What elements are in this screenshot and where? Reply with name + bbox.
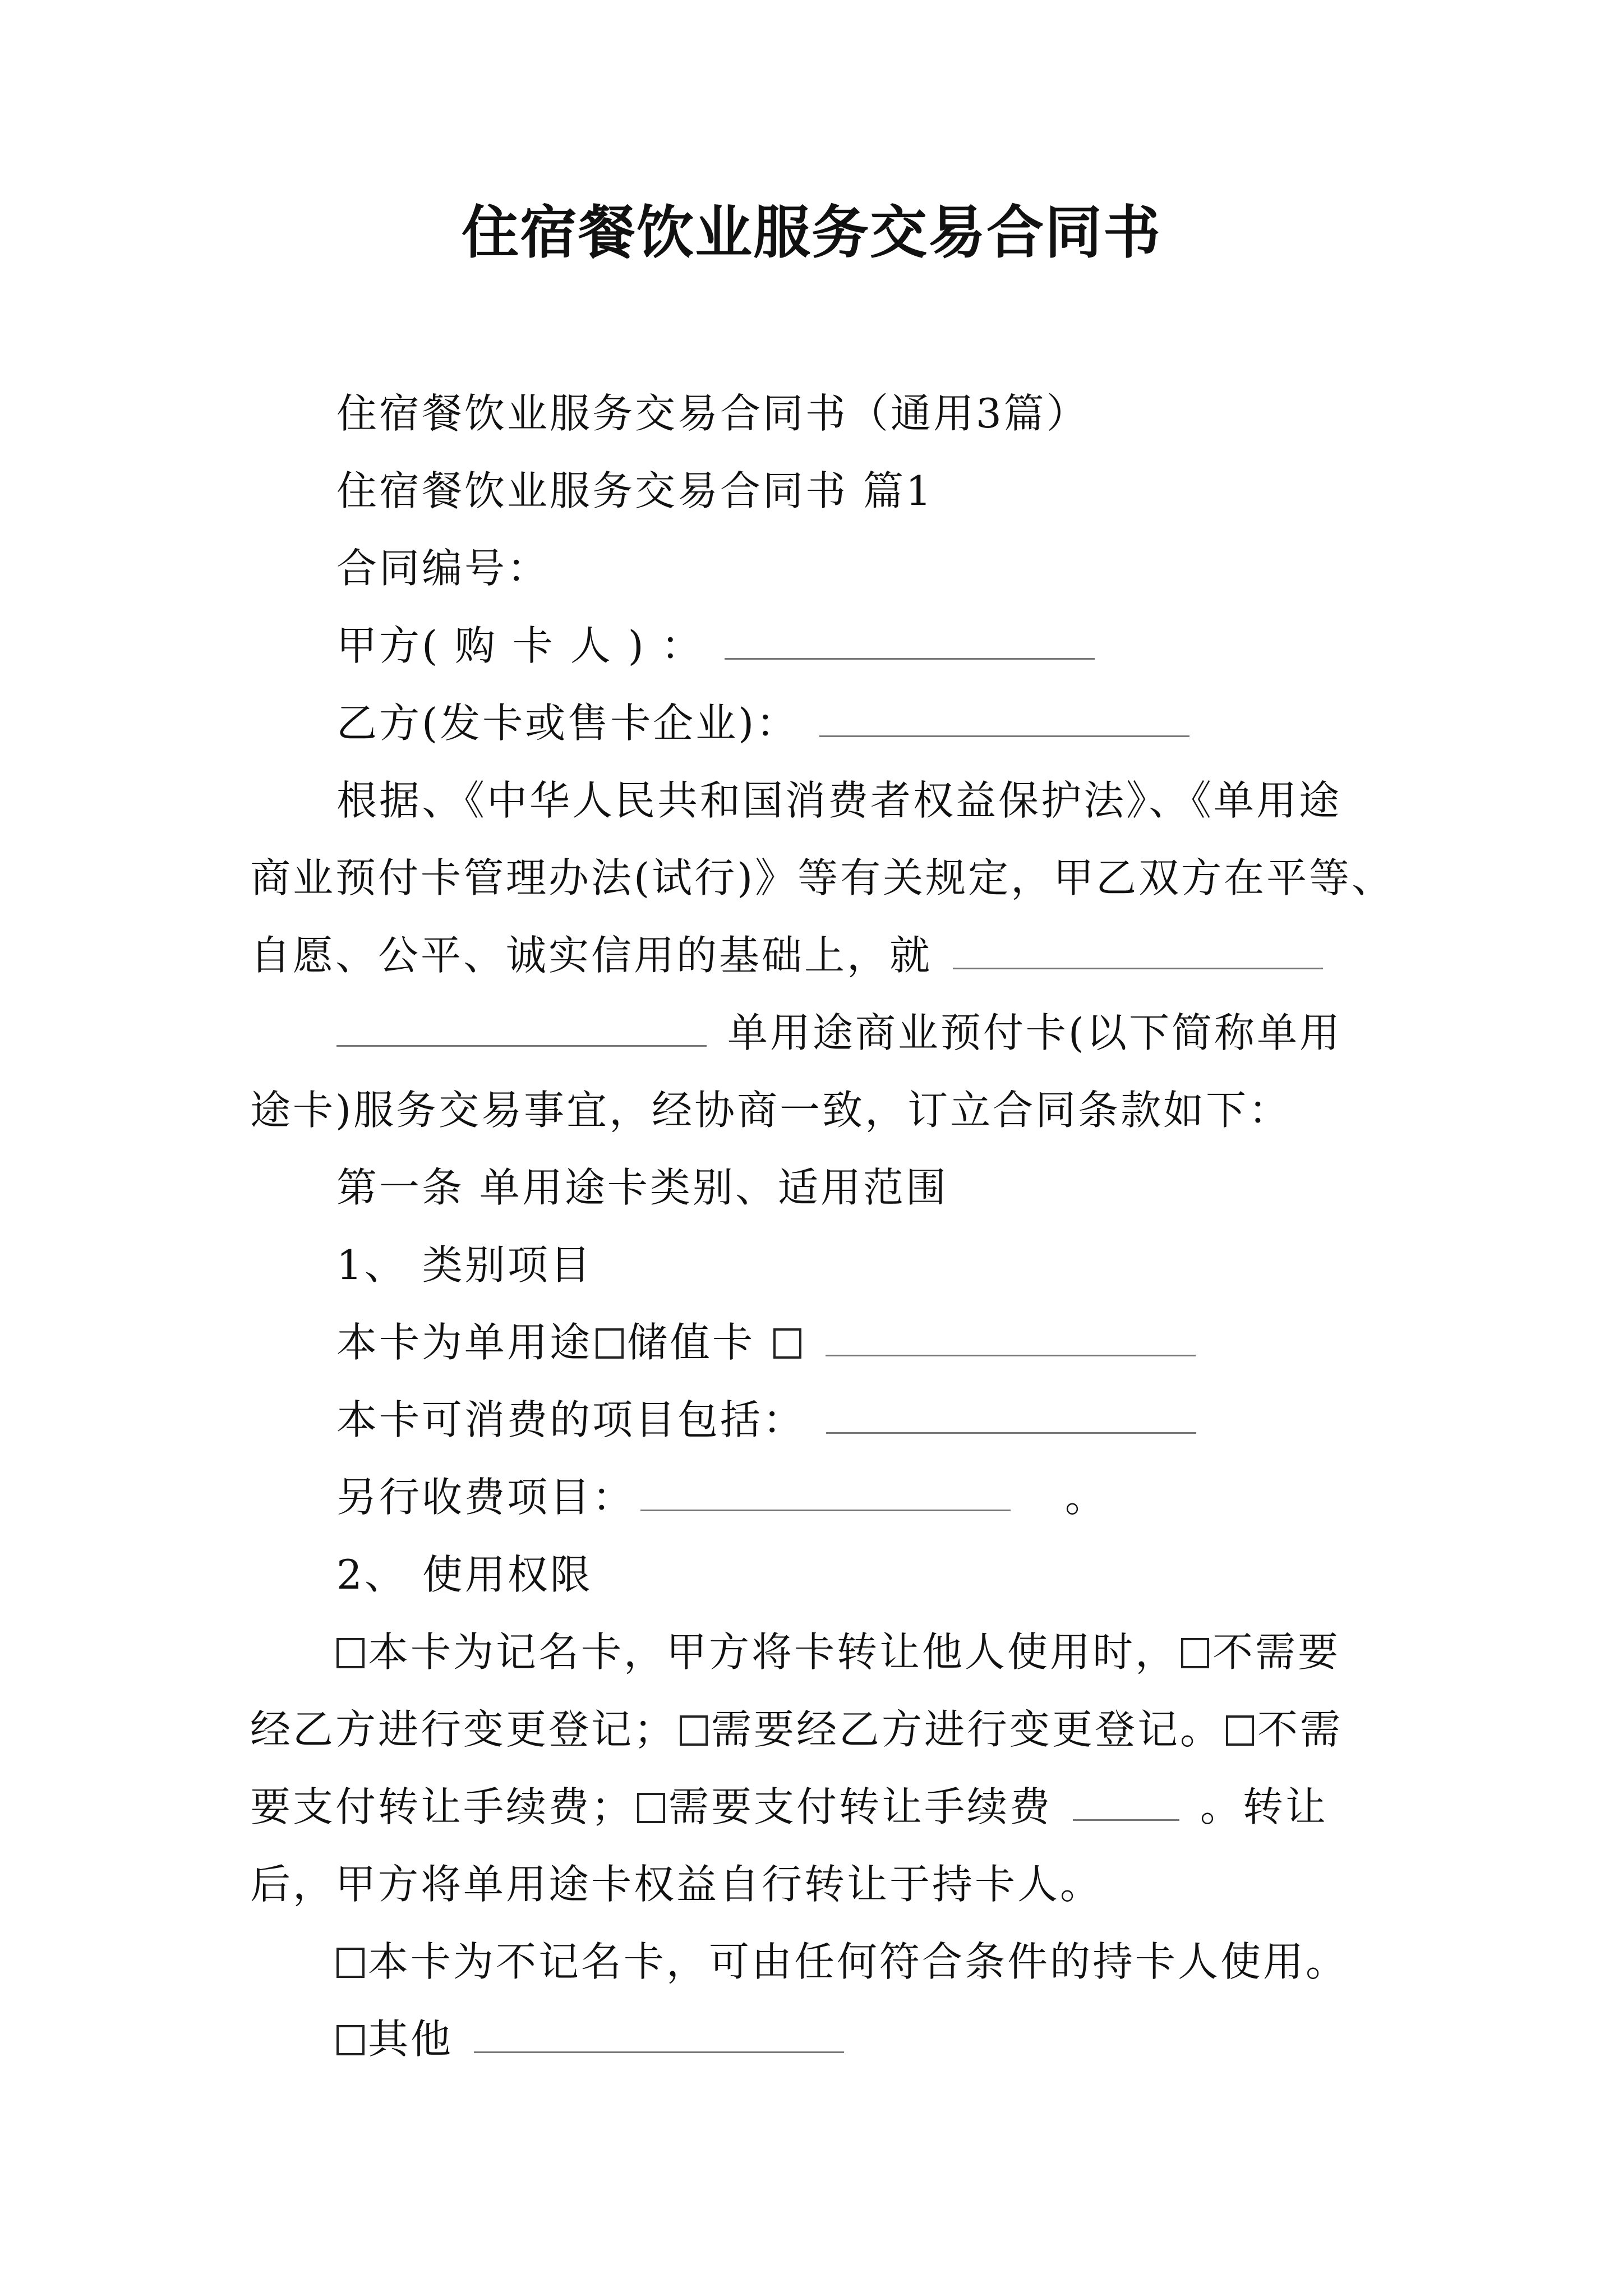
card-type-label: 本卡为单用途 [336,1319,593,1366]
stored-value-label: 储值卡 [627,1319,755,1366]
consumable-items-blank [826,1400,1196,1434]
fee-blank [1073,1787,1179,1821]
other-blank [474,2019,844,2053]
paragraph-text: 不需要 [1212,1628,1341,1676]
paragraph-text: 本卡为不记名卡，可由任何符合条件的持卡人使用。 [368,1938,1349,1985]
section-heading-text: 住宿餐饮业服务交易合同书 篇1 [336,467,934,514]
party-a-line [336,615,1100,677]
contract-number-line [336,537,550,599]
checkbox[interactable] [773,1328,801,1359]
paragraph-text: 需要经乙方进行变更登记。 [711,1706,1223,1753]
checkbox[interactable] [680,1715,708,1746]
paragraph-line [250,847,1394,909]
item-heading-text: 1、 类别项目 [336,1241,593,1289]
paragraph-text: 要支付转让手续费； [250,1783,634,1830]
card-type-line [336,1312,1201,1373]
paragraph-text: 需要支付转让手续费 [668,1783,1053,1830]
party-a-blank [725,625,1095,660]
party-b-label: 乙方(发卡或售卡企业)： [336,700,799,747]
paragraph-text: 单用途商业预付卡(以下简称单用 [727,1009,1342,1056]
item-heading [336,1234,593,1296]
subtitle-line [336,383,1089,444]
checkbox[interactable] [596,1328,624,1359]
paragraph-line [336,1931,1348,1993]
paragraph-text: 后，甲方将单用途卡权益自行转让于持卡人。 [250,1861,1103,1908]
party-b-line [336,692,1195,754]
document-title: 住宿餐饮业服务交易合同书 [462,199,1161,266]
checkbox[interactable] [336,1638,365,1668]
checkbox[interactable] [1181,1638,1209,1668]
paragraph-line [250,924,1329,986]
period-mark: 。 [1064,1474,1108,1521]
paragraph-text: 根据、《中华人民共和国消费者权益保护法》、《单用途 [336,777,1342,824]
other-label: 其他 [368,2016,454,2063]
card-type-other-blank [826,1322,1196,1356]
paragraph-text: 本卡为记名卡，甲方将卡转让他人使用时， [368,1628,1178,1676]
consumable-items-line [336,1389,1202,1451]
paragraph-line [250,1776,1328,1838]
checkbox[interactable] [1226,1715,1254,1746]
article-heading-text: 第一条 单用途卡类别、适用范围 [336,1164,948,1211]
paragraph-line [336,1002,1342,1064]
item-heading [336,1544,593,1605]
checkbox[interactable] [336,1948,365,1978]
paragraph-text: 经乙方进行变更登记； [250,1706,677,1753]
item-heading-text: 2、 使用权限 [336,1551,593,1598]
paragraph-text: 自愿、公平、诚实信用的基础上，就 [250,932,933,979]
paragraph-text: 不需 [1257,1706,1343,1753]
article-heading [336,1157,948,1218]
extra-charges-label: 另行收费项目： [336,1474,635,1521]
other-line [336,2008,850,2070]
paragraph-line [250,1079,1291,1141]
card-name-blank [336,1013,707,1047]
paragraph-text: 商业预付卡管理办法(试行)》等有关规定，甲乙双方在平等、 [250,854,1395,901]
party-a-label: 甲方( 购 卡 人 ) ： [336,622,704,669]
extra-charges-line [336,1466,1108,1528]
checkbox[interactable] [637,1793,665,1823]
consumable-items-label: 本卡可消费的项目包括： [336,1396,806,1443]
checkbox[interactable] [336,2025,365,2055]
paragraph-line [336,770,1341,831]
matter-blank [953,935,1323,969]
contract-number-label: 合同编号： [336,545,550,592]
paragraph-text: 。转让 [1200,1783,1328,1830]
paragraph-line [250,1853,1103,1915]
subtitle-text: 住宿餐饮业服务交易合同书（通用3篇） [336,390,1089,437]
paragraph-line [336,1621,1340,1683]
section-heading [336,460,934,522]
extra-charges-blank [640,1477,1011,1511]
paragraph-text: 途卡)服务交易事宜，经协商一致，订立合同条款如下： [250,1087,1292,1134]
paragraph-line [250,1699,1343,1760]
party-b-blank [819,703,1189,737]
